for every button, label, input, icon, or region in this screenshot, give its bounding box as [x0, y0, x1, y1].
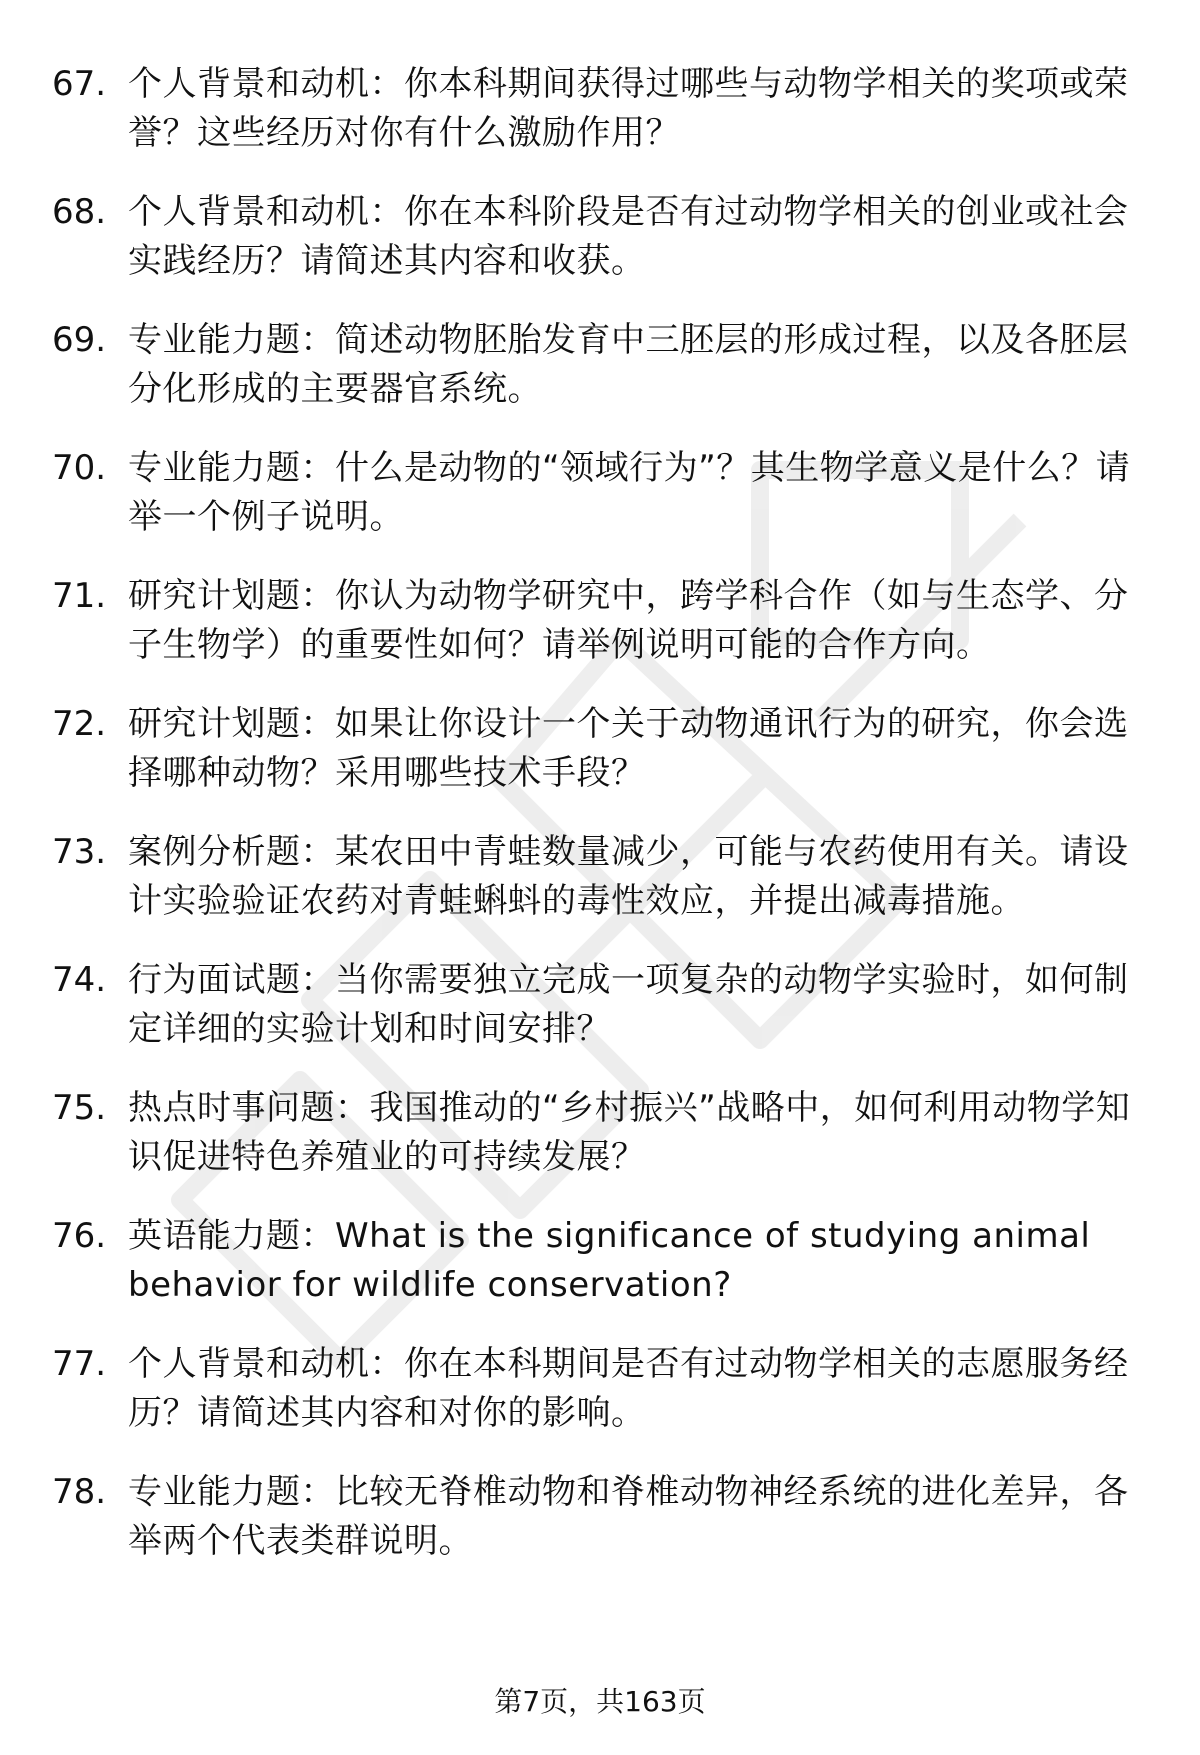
question-number: 69. — [52, 320, 107, 360]
question-number: 72. — [52, 704, 107, 744]
question-text: 个人背景和动机：你本科期间获得过哪些与动物学相关的奖项或荣誉？这些经历对你有什么激励作用？ — [128, 64, 1129, 153]
question-text: 热点时事问题：我国推动的“乡村振兴”战略中，如何利用动物学知识促进特色养殖业的可持续发展？ — [128, 1088, 1131, 1177]
page-footer — [0, 1682, 1200, 1722]
question-item — [0, 444, 1200, 572]
question-item — [0, 572, 1200, 700]
question-text: 英语能力题：What is the significance of studying animal behavior for wildlife conservation? — [128, 1216, 1091, 1305]
question-text: 案例分析题：某农田中青蛙数量减少，可能与农药使用有关。请设计实验验证农药对青蛙蝌蚪的毒性效应，并提出减毒措施。 — [128, 832, 1129, 921]
question-number: 76. — [52, 1216, 107, 1256]
page-number-label: 第7页，共163页 — [494, 1685, 706, 1718]
question-item — [0, 60, 1200, 188]
question-item — [0, 1468, 1200, 1596]
question-item — [0, 700, 1200, 828]
question-text: 研究计划题：你认为动物学研究中，跨学科合作（如与生态学、分子生物学）的重要性如何？请举例说明可能的合作方向。 — [128, 576, 1129, 665]
question-text: 个人背景和动机：你在本科阶段是否有过动物学相关的创业或社会实践经历？请简述其内容和收获。 — [128, 192, 1129, 281]
question-text: 研究计划题：如果让你设计一个关于动物通讯行为的研究，你会选择哪种动物？采用哪些技术手段？ — [128, 704, 1129, 793]
question-text: 个人背景和动机：你在本科期间是否有过动物学相关的志愿服务经历？请简述其内容和对你的影响。 — [128, 1344, 1129, 1433]
question-number: 71. — [52, 576, 107, 616]
question-number: 70. — [52, 448, 107, 488]
question-text: 行为面试题：当你需要独立完成一项复杂的动物学实验时，如何制定详细的实验计划和时间安排？ — [128, 960, 1129, 1049]
question-item — [0, 188, 1200, 316]
question-number: 78. — [52, 1472, 107, 1512]
question-item — [0, 316, 1200, 444]
question-number: 67. — [52, 64, 107, 104]
question-item — [0, 1212, 1200, 1340]
question-number: 73. — [52, 832, 107, 872]
question-item — [0, 956, 1200, 1084]
question-item — [0, 1340, 1200, 1468]
question-number: 75. — [52, 1088, 107, 1128]
question-number: 74. — [52, 960, 107, 1000]
question-text: 专业能力题：比较无脊椎动物和脊椎动物神经系统的进化差异，各举两个代表类群说明。 — [128, 1472, 1129, 1561]
question-item — [0, 828, 1200, 956]
question-item — [0, 1084, 1200, 1212]
question-number: 68. — [52, 192, 107, 232]
question-text: 专业能力题：简述动物胚胎发育中三胚层的形成过程，以及各胚层分化形成的主要器官系统。 — [128, 320, 1129, 409]
question-number: 77. — [52, 1344, 107, 1384]
question-text: 专业能力题：什么是动物的“领域行为”？其生物学意义是什么？请举一个例子说明。 — [128, 448, 1131, 537]
question-list — [0, 60, 1200, 1596]
